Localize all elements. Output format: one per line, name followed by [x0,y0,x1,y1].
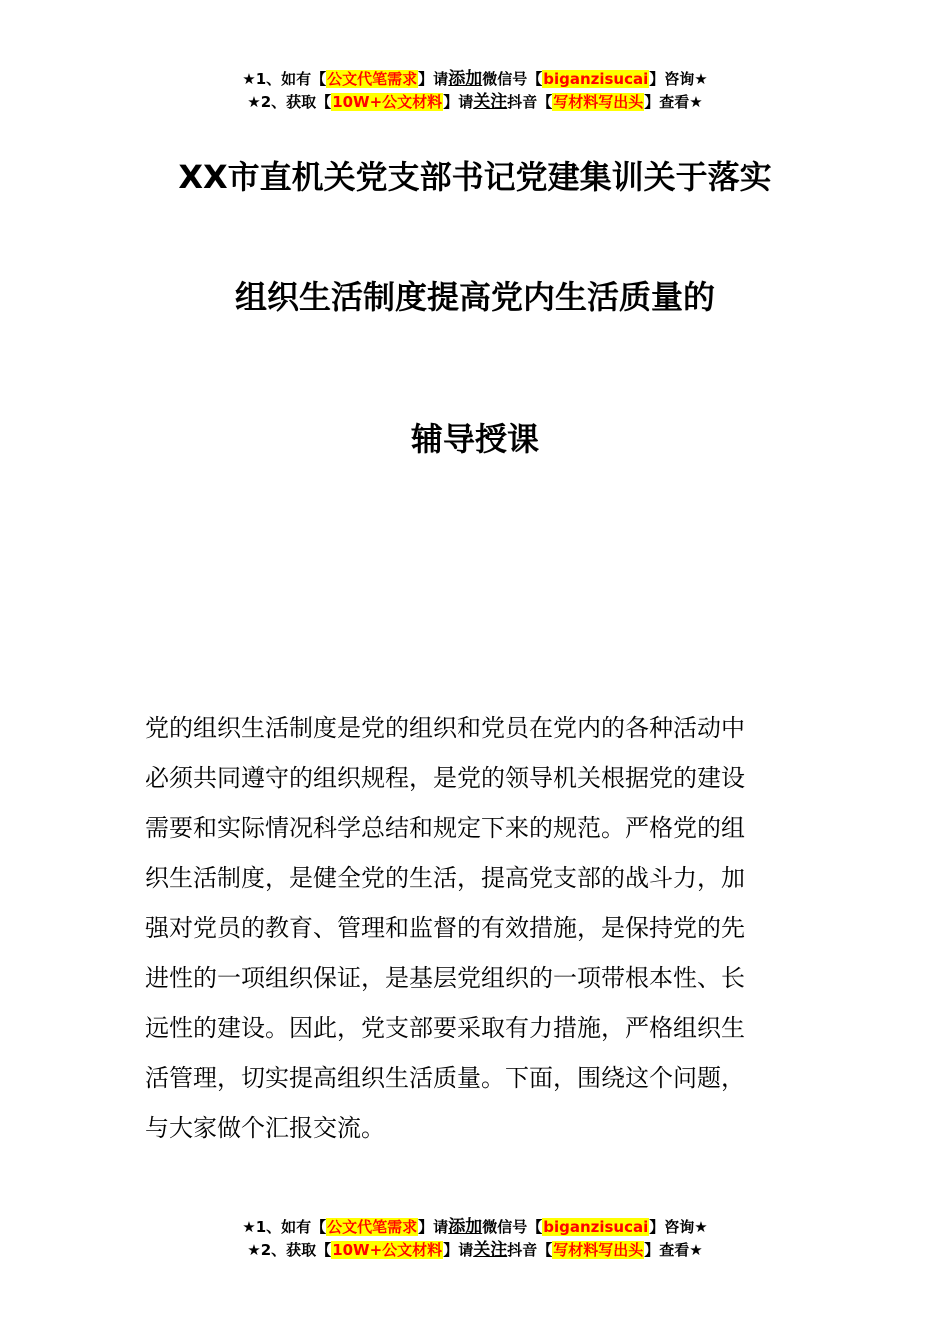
paragraph-line: 进性的一项组织保证，是基层党组织的一项带根本性、长 [145,964,745,992]
banner-text: 抖音【 [507,93,553,111]
banner-text: 】请 [418,1218,449,1236]
banner-text: 】查看★ [644,1241,703,1259]
body-paragraph [145,703,809,1153]
banner-text: 】咨询★ [649,1218,708,1236]
paragraph-line: 党的组织生活制度是党的组织和党员在党内的各种活动中 [145,714,745,742]
banner-highlight: 公文代笔需求 [327,1218,418,1236]
banner-douyin-id: 写材料写出头 [553,1241,644,1259]
paragraph-line: 强对党员的教育、管理和监督的有效措施，是保持党的先 [145,914,745,942]
banner-emphasis: 添加 [448,69,483,89]
paragraph-line: 需要和实际情况科学总结和规定下来的规范。严格党的组 [145,814,745,842]
banner-text: 】请 [418,70,449,88]
banner-wechat-id: biganzisucai [543,1218,649,1236]
banner-text: 抖音【 [507,1241,553,1259]
banner-line-1 [0,1216,950,1239]
banner-text: 】咨询★ [649,70,708,88]
document-title-line-2: 组织生活制度提高党内生活质量的 [234,278,715,316]
header-banner [0,68,950,114]
footer-banner [0,1216,950,1262]
document-title-line-3: 辅导授课 [410,420,539,458]
banner-text: 】请 [443,93,474,111]
banner-text: ★1、如有【 [242,70,327,88]
banner-text: 微信号【 [482,70,543,88]
banner-text: 】请 [443,1241,474,1259]
paragraph-line: 织生活制度，是健全党的生活，提高党支部的战斗力，加 [145,864,745,892]
banner-emphasis: 添加 [448,1217,483,1237]
document-title-line-1: XX市直机关党支部书记党建集训关于落实 [178,158,772,196]
banner-text: ★1、如有【 [242,1218,327,1236]
banner-line-1 [0,68,950,91]
banner-highlight: 公文代笔需求 [327,70,418,88]
banner-line-2 [0,1239,950,1262]
banner-text: 】查看★ [644,93,703,111]
paragraph-line: 远性的建设。因此，党支部要采取有力措施，严格组织生 [145,1014,745,1042]
banner-emphasis: 关注 [473,92,508,112]
banner-wechat-id: biganzisucai [543,70,649,88]
banner-text: ★2、获取【 [247,93,332,111]
paragraph-line: 必须共同遵守的组织规程，是党的领导机关根据党的建设 [145,764,745,792]
paragraph-line: 活管理，切实提高组织生活质量。下面，围绕这个问题， [145,1064,745,1092]
banner-emphasis: 关注 [473,1240,508,1260]
banner-highlight: 10W+公文材料 [332,1241,443,1259]
banner-text: ★2、获取【 [247,1241,332,1259]
paragraph-line: 与大家做个汇报交流。 [145,1114,385,1142]
banner-text: 微信号【 [482,1218,543,1236]
banner-highlight: 10W+公文材料 [332,93,443,111]
banner-line-2 [0,91,950,114]
banner-douyin-id: 写材料写出头 [553,93,644,111]
